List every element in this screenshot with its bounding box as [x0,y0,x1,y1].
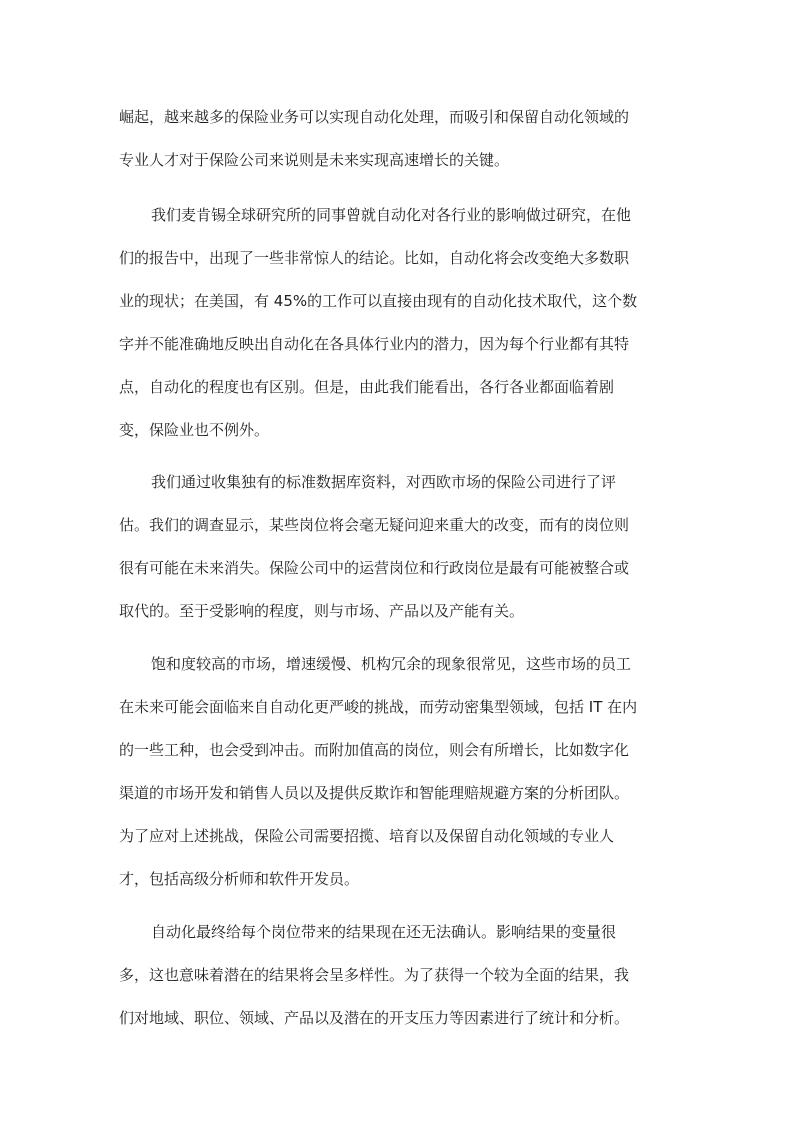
paragraph-4-line-6: 才，包括高级分析师和软件开发员。 [119,870,360,888]
paragraph-2-line-6: 变，保险业也不例外。 [119,421,270,439]
paragraph-3-line-1: 我们通过收集独有的标准数据库资料，对西欧市场的保险公司进行了评 [151,473,617,491]
paragraph-4-line-5: 为了应对上述挑战，保险公司需要招揽、培育以及保留自动化领域的专业人 [119,827,615,845]
paragraph-2-line-3: 业的现状；在美国，有 45%的工作可以直接由现有的自动化技术取代，这个数 [119,292,638,310]
paragraph-4-line-2: 在未来可能会面临来自自动化更严峻的挑战，而劳动密集型领域，包括 IT 在内 [119,698,638,716]
paragraph-1-line-1: 崛起，越来越多的保险业务可以实现自动化处理，而吸引和保留自动化领域的 [119,108,630,126]
paragraph-5-line-1: 自动化最终给每个岗位带来的结果现在还无法确认。影响结果的变量很 [151,923,617,941]
paragraph-3-line-4: 取代的。至于受影响的程度，则与市场、产品以及产能有关。 [119,602,525,620]
paragraph-1-line-2: 专业人才对于保险公司来说则是未来实现高速增长的关键。 [119,151,510,169]
paragraph-3-line-2: 估。我们的调查显示，某些岗位将会毫无疑问迎来重大的改变，而有的岗位则 [119,516,630,534]
paragraph-5-line-2: 多，这也意味着潜在的结果将会呈多样性。为了获得一个较为全面的结果，我 [119,966,630,984]
paragraph-2-line-1: 我们麦肯锡全球研究所的同事曾就自动化对各行业的影响做过研究，在他 [151,206,632,224]
paragraph-2-line-4: 字并不能准确地反映出自动化在各具体行业内的潜力，因为每个行业都有其特 [119,335,630,353]
paragraph-5-line-3: 们对地域、职位、领域、产品以及潜在的开支压力等因素进行了统计和分析。 [119,1009,630,1027]
paragraph-2-line-5: 点，自动化的程度也有区别。但是，由此我们能看出，各行各业都面临着剧 [119,378,615,396]
paragraph-2-line-2: 们的报告中，出现了一些非常惊人的结论。比如，自动化将会改变绝大多数职 [119,249,630,267]
paragraph-3-line-3: 很有可能在未来消失。保险公司中的运营岗位和行政岗位是最有可能被整合或 [119,559,630,577]
paragraph-4-line-1: 饱和度较高的市场，增速缓慢、机构冗余的现象很常见，这些市场的员工 [151,655,632,673]
paragraph-4-line-4: 渠道的市场开发和销售人员以及提供反欺诈和智能理赔规避方案的分析团队。 [119,784,630,802]
paragraph-4-line-3: 的一些工种，也会受到冲击。而附加值高的岗位，则会有所增长，比如数字化 [119,741,630,759]
